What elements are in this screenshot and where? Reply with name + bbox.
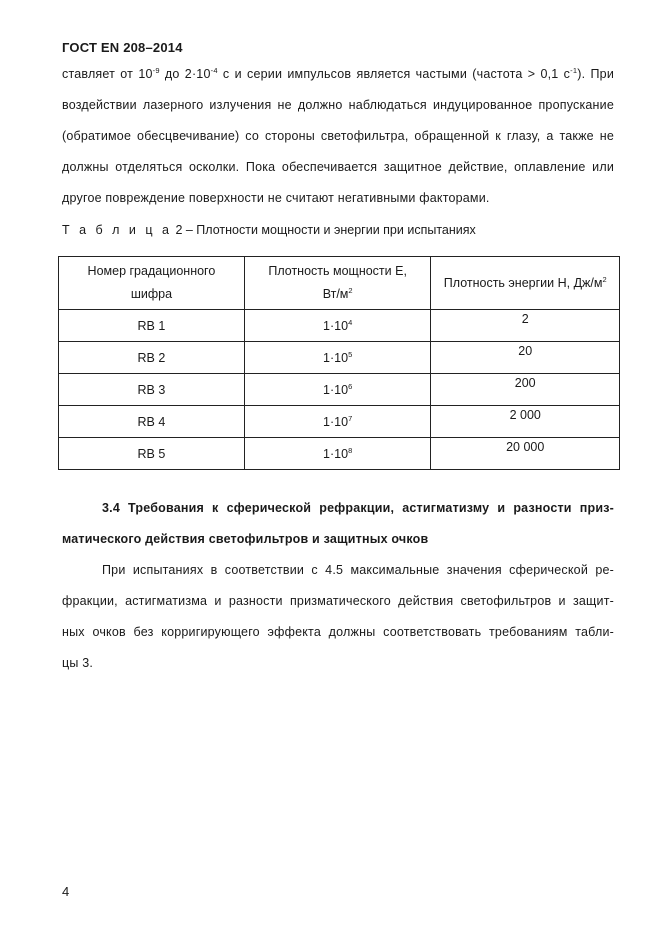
power-density-value: $1\cdot 10^7$ (244, 406, 431, 438)
table-row (59, 342, 620, 374)
header-energy-density: Плотность энергии H, $Дж/м^2$ (431, 257, 620, 310)
section-body-line-1: При испытаниях в соответствии с 4.5 максимальные значения сферической ре- (102, 563, 614, 577)
section-3-4-body (62, 555, 614, 679)
table-row (59, 310, 620, 342)
intro-line-1: ставляет от $10^{-9}$ до $2\cdot 10^{-4}$ с и серии импульсов является частыми (частота > 0,1 $с^{-1}$). При (62, 66, 614, 81)
section-3-4-heading (62, 493, 614, 555)
energy-density-value: 20 000 (431, 438, 620, 470)
energy-density-value: 20 (431, 342, 620, 374)
section-heading-line-1: 3.4 Требования к сферической рефракции, астигматизму и разности приз- (102, 501, 614, 515)
table-header-row (59, 257, 620, 310)
header-cipher-number: Номер градационного шифра (59, 257, 245, 310)
cipher-code: RB 2 (59, 342, 245, 374)
section-heading-line-2: матического действия светофильтров и защитных очков (62, 532, 429, 546)
table-caption: Т а б л и ц а 2 – Плотности мощности и энергии при испытаниях (62, 223, 476, 237)
energy-density-value: 2 (431, 310, 620, 342)
power-density-value: $1\cdot 10^5$ (244, 342, 431, 374)
power-density-value: $1\cdot 10^4$ (244, 310, 431, 342)
page-number: 4 (62, 884, 70, 899)
intro-paragraph (62, 59, 614, 214)
table-row (59, 374, 620, 406)
section-body-line-3: ных очков без корригирующего эффекта должны соответствовать требованиям табли- (62, 625, 614, 639)
header-power-density: Плотность мощности E, $Вт/м^2$ (244, 257, 431, 310)
intro-line-3: (обратимое обесцвечивание) со стороны светофильтра, обращенной к глазу, а также не (62, 129, 614, 143)
cipher-code: RB 1 (59, 310, 245, 342)
intro-line-4: должны отделяться осколки. Пока обеспечивается защитное действие, оплавление или (62, 160, 614, 174)
cipher-code: RB 3 (59, 374, 245, 406)
cipher-code: RB 4 (59, 406, 245, 438)
power-energy-table (58, 256, 620, 470)
intro-line-2: воздействии лазерного излучения не должно наблюдаться индуцированное пропускание (62, 98, 614, 112)
energy-density-value: 2 000 (431, 406, 620, 438)
power-density-value: $1\cdot 10^6$ (244, 374, 431, 406)
power-density-value: $1\cdot 10^8$ (244, 438, 431, 470)
table-row (59, 438, 620, 470)
section-body-line-4: цы 3. (62, 656, 94, 670)
section-body-line-2: фракции, астигматизма и разности призматического действия светофильтров и защит- (62, 594, 614, 608)
document-header: ГОСТ EN 208–2014 (62, 40, 183, 55)
energy-density-value: 200 (431, 374, 620, 406)
table-row (59, 406, 620, 438)
cipher-code: RB 5 (59, 438, 245, 470)
intro-line-5: другое повреждение поверхности не считают негативными факторами. (62, 191, 490, 205)
